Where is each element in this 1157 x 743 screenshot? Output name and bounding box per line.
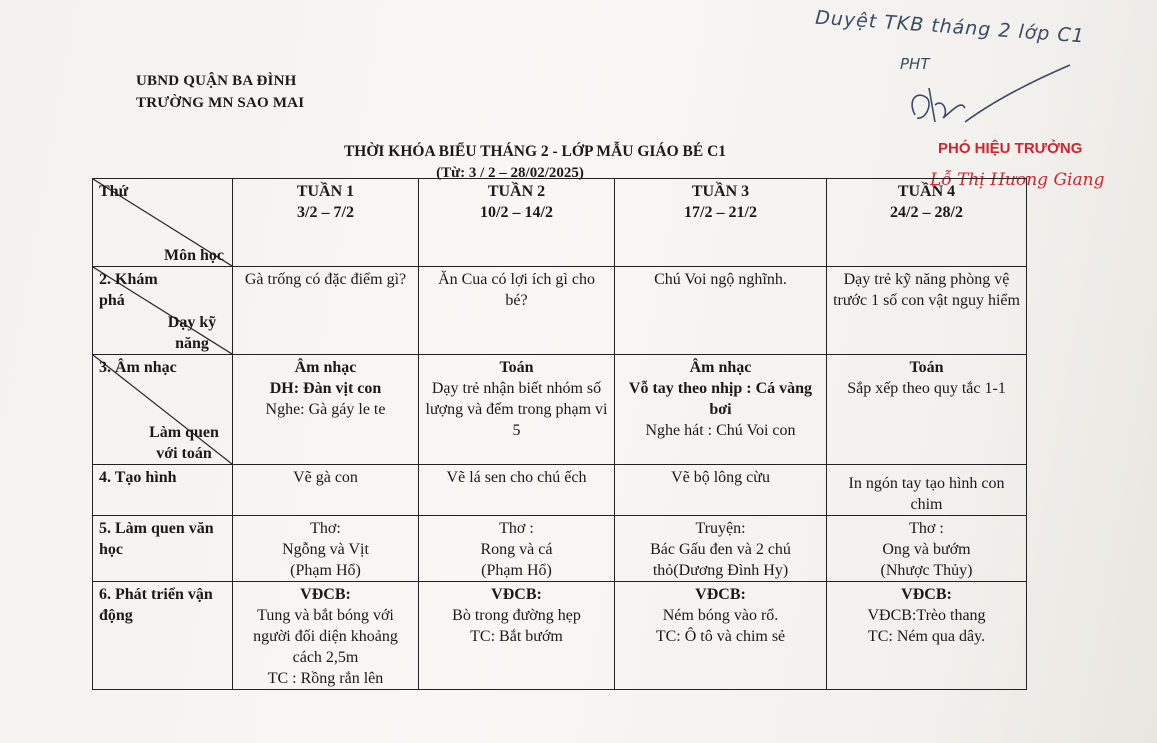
page-title: THỜI KHÓA BIỂU THÁNG 2 - LỚP MẪU GIÁO BÉ C1 xyxy=(343,143,727,160)
row-header-literature: 5. Làm quen văn học xyxy=(93,516,233,582)
table-cell: Thơ : Rong và cá (Phạm Hổ) xyxy=(419,516,615,582)
table-row xyxy=(93,582,1027,690)
timetable xyxy=(92,178,1027,690)
table-cell: VĐCB: Bò trong đường hẹp TC: Bắt bướm xyxy=(419,582,615,690)
table-cell: Gà trống có đặc điểm gì? xyxy=(233,267,419,355)
corner-bottom-label: Môn học xyxy=(164,247,224,264)
district-name: UBND QUẬN BA ĐÌNH xyxy=(136,73,297,89)
table-cell: Thơ: Ngỗng và Vịt (Phạm Hổ) xyxy=(233,516,419,582)
approver-role: PHÓ HIỆU TRƯỞNG xyxy=(938,140,1083,157)
row-subject-top: 2. Khám phá xyxy=(99,271,158,309)
table-row xyxy=(93,516,1027,582)
table-cell: VĐCB: Ném bóng vào rổ. TC: Ô tô và chim sẻ xyxy=(615,582,827,690)
table-cell: Thơ : Ong và bướm (Nhược Thủy) xyxy=(827,516,1027,582)
week-1-header: TUẦN 1 3/2 – 7/2 xyxy=(233,179,419,267)
table-cell: VĐCB: VĐCB:Trèo thang TC: Ném qua dây. xyxy=(827,582,1027,690)
table-cell: Vẽ gà con xyxy=(233,465,419,516)
table-cell: Vẽ bộ lông cừu xyxy=(615,465,827,516)
school-name: TRƯỜNG MN SAO MAI xyxy=(136,95,305,111)
table-row xyxy=(93,267,1027,355)
week-header-row xyxy=(93,179,1027,267)
table-cell: Âm nhạc DH: Đàn vịt con Nghe: Gà gáy le te xyxy=(233,355,419,465)
approver-name: Lỗ Thị Hương Giang xyxy=(930,170,1105,190)
table-row xyxy=(93,355,1027,465)
table-cell: Toán Dạy trẻ nhận biết nhóm số lượng và đếm trong phạm vi 5 xyxy=(419,355,615,465)
row-header-motor: 6. Phát triển vận động xyxy=(93,582,233,690)
row-header-discovery xyxy=(93,267,233,355)
corner-top-label: Thứ xyxy=(99,183,129,200)
handwritten-approval-note: Duyệt TKB tháng 2 lớp C1 xyxy=(814,6,1086,48)
handwritten-role: PHT xyxy=(900,55,930,73)
week-2-header: TUẦN 2 10/2 – 14/2 xyxy=(419,179,615,267)
corner-cell xyxy=(93,179,233,267)
table-cell: VĐCB: Tung và bắt bóng với người đối diện khoảng cách 2,5m TC : Rồng rắn lên xyxy=(233,582,419,690)
row-header-art: 4. Tạo hình xyxy=(93,465,233,516)
table-cell: Dạy trẻ kỹ năng phòng vệ trước 1 số con vật nguy hiểm xyxy=(827,267,1027,355)
table-cell: In ngón tay tạo hình con chim xyxy=(827,465,1027,516)
row-subject-bottom: Làm quen với toán xyxy=(149,424,219,462)
table-cell: Ăn Cua có lợi ích gì cho bé? xyxy=(419,267,615,355)
table-cell: Chú Voi ngộ nghĩnh. xyxy=(615,267,827,355)
school-header xyxy=(136,70,304,114)
table-cell: Truyện: Bác Gấu đen và 2 chú thỏ(Dương Đình Hy) xyxy=(615,516,827,582)
table-cell: Âm nhạc Vỗ tay theo nhịp : Cá vàng bơi Nghe hát : Chú Voi con xyxy=(615,355,827,465)
signature-scribble xyxy=(905,60,1075,140)
row-subject-bottom: Dạy kỹ năng xyxy=(167,314,217,352)
week-3-header: TUẦN 3 17/2 – 21/2 xyxy=(615,179,827,267)
table-row xyxy=(93,465,1027,516)
table-cell: Toán Sắp xếp theo quy tắc 1-1 xyxy=(827,355,1027,465)
row-subject-top: 3. Âm nhạc xyxy=(99,359,177,376)
date-range: (Từ: 3 / 2 – 28/02/2025) xyxy=(436,165,584,181)
table-cell: Vẽ lá sen cho chú ếch xyxy=(419,465,615,516)
row-header-music-math xyxy=(93,355,233,465)
week-4-header: TUẦN 4 24/2 – 28/2 xyxy=(827,179,1027,267)
